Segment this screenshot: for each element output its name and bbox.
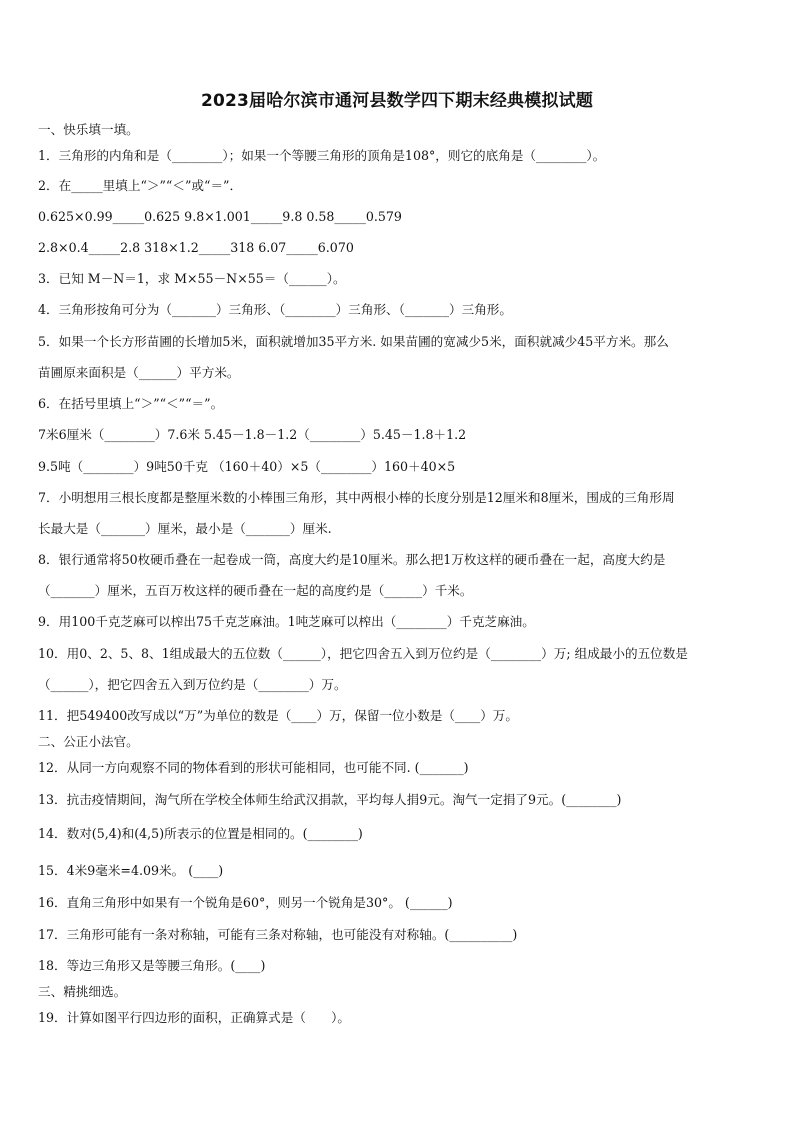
question-4: 4．三角形按角可分为（_______）三角形、（________）三角形、（_______）三角形。 [38, 302, 512, 317]
question-12: 12．从同一方向观察不同的物体看到的形状可能相同，也可能不同. (_______) [38, 760, 469, 775]
question-2: 2．在_____里填上“＞”“＜”或“＝”． [38, 178, 243, 193]
question-2-row-2: 2.8×0.4_____2.8 318×1.2_____318 6.07_____6.070 [38, 240, 354, 255]
question-11: 11．把549400改写成以“万”为单位的数是（____）万，保留一位小数是（____）万。 [38, 708, 518, 723]
question-8-line-1: 8．银行通常将50枚硬币叠在一起卷成一筒，高度大约是10厘米。那么把1万枚这样的硬币叠在一起，高度大约是 [38, 552, 666, 567]
question-7-line-1: 7．小明想用三根长度都是整厘米数的小棒围三角形，其中两根小棒的长度分别是12厘米和8厘米，围成的三角形周 [38, 490, 675, 505]
question-6: 6．在括号里填上“＞”“＜”“＝”。 [38, 396, 224, 411]
question-18: 18．等边三角形又是等腰三角形。(____) [38, 958, 266, 973]
question-10-line-1: 10．用0、2、5、8、1组成最大的五位数（______），把它四舍五入到万位约是（________）万; 组成最小的五位数是 [38, 646, 688, 661]
page-title: 2023届哈尔滨市通河县数学四下期末经典模拟试题 [200, 91, 594, 111]
question-6-row-2: 9.5吨（________）9吨50千克 （160＋40）×5（________）160＋40×5 [38, 459, 456, 474]
section-heading-3: 三、精挑细选。 [38, 984, 127, 999]
question-1: 1．三角形的内角和是（________）；如果一个等腰三角形的顶角是108°，则它的底角是（________）。 [38, 148, 606, 163]
question-15: 15．4米9毫米=4.09米。 (____) [38, 863, 224, 878]
question-3: 3．已知 M－N＝1，求 M×55－N×55＝（______）。 [38, 271, 346, 286]
question-13: 13．抗击疫情期间，淘气所在学校全体师生给武汉捐款，平均每人捐9元。淘气一定捐了9元。(________) [38, 792, 622, 807]
question-7-line-2: 长最大是（_______）厘米，最小是（_______）厘米. [38, 521, 332, 536]
question-5-line-1: 5．如果一个长方形苗圃的长增加5米，面积就增加35平方米. 如果苗圃的宽减少5米，面积就减少45平方米。那么 [38, 334, 669, 349]
section-heading-2: 二、公正小法官。 [38, 734, 139, 749]
question-14: 14．数对(5,4)和(4,5)所表示的位置是相同的。(________) [38, 826, 363, 841]
question-9: 9．用100千克芝麻可以榨出75千克芝麻油。1吨芝麻可以榨出（________）千克芝麻油。 [38, 614, 535, 629]
section-heading-1: 一、快乐填一填。 [38, 122, 139, 137]
question-10-line-2: （______），把它四舍五入到万位约是（________）万。 [38, 677, 347, 692]
question-16: 16．直角三角形中如果有一个锐角是60°，则另一个锐角是30°。 (______) [38, 895, 453, 910]
question-6-row-1: 7米6厘米（________）7.6米 5.45－1.8－1.2（________）5.45－1.8＋1.2 [38, 427, 467, 442]
question-2-row-1: 0.625×0.99_____0.625 9.8×1.001_____9.8 0.58_____0.579 [38, 209, 402, 224]
question-5-line-2: 苗圃原来面积是（______）平方米。 [38, 365, 240, 380]
question-19: 19．计算如图平行四边形的面积，正确算式是（ ）。 [38, 1010, 350, 1025]
question-17: 17．三角形可能有一条对称轴，可能有三条对称轴，也可能没有对称轴。(__________) [38, 927, 518, 942]
question-8-line-2: （_______）厘米，五百万枚这样的硬币叠在一起的高度约是（______）千米。 [38, 583, 473, 598]
